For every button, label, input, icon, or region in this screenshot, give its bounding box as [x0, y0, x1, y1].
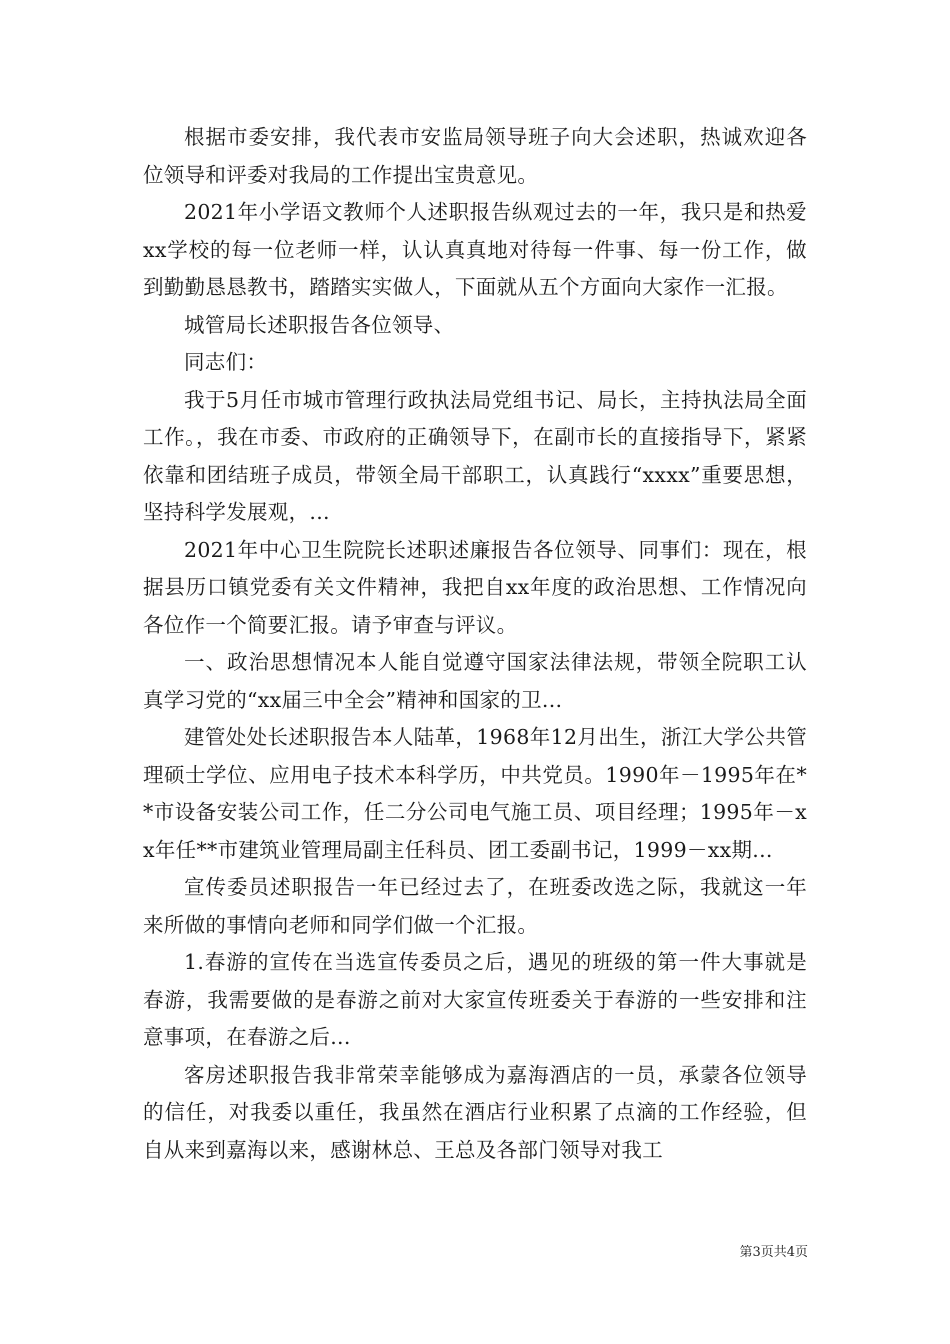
paragraph-1: 根据市委安排，我代表市安监局领导班子向大会述职，热诚欢迎各位领导和评委对我局的工作提出宝贵意见。 — [143, 125, 807, 187]
paragraph-5: 我于5月任市城市管理行政执法局党组书记、局长，主持执法局全面工作。，我在市委、市政府的正确领导下，在副市长的直接指导下，紧紧依靠和团结班子成员，带领全局干部职工，认真践行“xxxx”重要思想，坚持科学发展观，... — [143, 387, 807, 524]
paragraph-11: 客房述职报告我非常荣幸能够成为嘉海酒店的一员，承蒙各位领导的信任，对我委以重任，我虽然在酒店行业积累了点滴的工作经验，但自从来到嘉海以来，感谢林总、王总及各部门领导对我工 — [143, 1062, 807, 1162]
paragraph-3: 城管局长述职报告各位领导、 — [184, 312, 455, 337]
paragraph-2: 2021年小学语文教师个人述职报告纵观过去的一年，我只是和热爱xx学校的每一位老师一样，认认真真地对待每一件事、每一份工作，做到勤勤恳恳教书，踏踏实实做人，下面就从五个方面向大家作一汇报。 — [143, 200, 807, 299]
paragraph-9: 宣传委员述职报告一年已经过去了，在班委改选之际，我就这一年来所做的事情向老师和同学们做一个汇报。 — [143, 875, 807, 937]
paragraph-6: 2021年中心卫生院院长述职述廉报告各位领导、同事们：现在，根据县历口镇党委有关文件精神，我把自xx年度的政治思想、工作情况向各位作一个简要汇报。请予审查与评议。 — [143, 537, 807, 637]
paragraph-8: 建管处处长述职报告本人陆革，1968年12月出生，浙江大学公共管理硕士学位、应用电子技术本科学历，中共党员。1990年－1995年在**市设备安装公司工作，任二分公司电气施工员、项目经理；1995年－xx年任**市建筑业管理局副主任科员、团工委副书记，1999－xx期... — [143, 725, 807, 862]
paragraph-10: 1.春游的宣传在当选宣传委员之后，遇见的班级的第一件大事就是春游，我需要做的是春游之前对大家宣传班委关于春游的一些安排和注意事项，在春游之后... — [143, 950, 807, 1049]
paragraph-7: 一、政治思想情况本人能自觉遵守国家法律法规，带领全院职工认真学习党的“xx届三中全会”精神和国家的卫... — [143, 650, 807, 712]
document-body — [143, 119, 807, 1169]
page-number: 第3页共4页 — [739, 1245, 808, 1260]
paragraph-4: 同志们： — [184, 350, 268, 374]
